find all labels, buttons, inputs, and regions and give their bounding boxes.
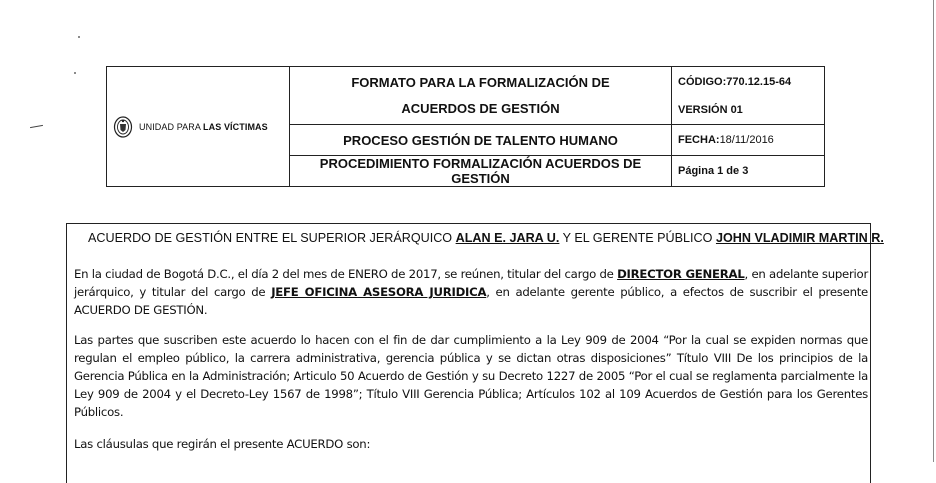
logo-cell [107,67,290,187]
agreement-intro-paragraph: En la ciudad de Bogotá D.C., el día 2 del mes de ENERO de 2017, se reúnen, titular del cargo de DIRECTOR GENERAL, en adelante superior jerárquico, y titular del cargo de JEFE OFICINA ASESORA JURIDICA, en adelante gerente público, a efectos de suscribir el presente ACUERDO DE GESTIÓN. [74,267,869,317]
legal-basis-paragraph: Las partes que suscriben este acuerdo lo hacen con el fin de dar cumplimiento a la Ley 909 de 2004 “Por la cual se expiden normas que regulan el empleo público, la carrera administrativa, gerencia pública y se dictan otras disposiciones” Título VIII De los principios de la Gerencia Pública en la Administración; Articulo 50 Acuerdo de Gestión y su Decreto 1227 de 2005 “Por el cual se reglamenta parcialmente la Ley 909 de 2004 y el Decreto-Ley 1567 de 1998”; Título VIII Gerencia Pública; Artículos 102 al 109 Acuerdos de Gestión para los Gerentes Públicos. [74,333,868,419]
page-edge [933,0,934,462]
manager-name: JOHN VLADIMIR MARTIN R. [715,231,884,245]
procedure-name: PROCEDIMIENTO FORMALIZACIÓN ACUERDOS DE GESTIÓN [290,156,672,187]
superior-role: DIRECTOR GENERAL [617,267,745,281]
document-code-version: CÓDIGO:770.12.15-64 VERSIÓN 01 [672,67,825,125]
scan-speck [74,72,76,74]
coat-of-arms-icon [113,116,133,138]
page-number: Página 1 de 3 [672,156,825,187]
manager-role: JEFE OFICINA ASESORA JURIDICA [271,285,487,299]
document-header-table [106,66,825,187]
clauses-intro: Las cláusulas que regirán el presente ACUERDO son: [74,437,371,451]
institution-logo [107,116,289,138]
scan-speck [78,36,80,38]
process-name: PROCESO GESTIÓN DE TALENTO HUMANO [290,125,672,156]
logo-text: UNIDAD PARA LAS VÍCTIMAS [139,121,268,132]
scan-mark [30,125,43,128]
agreement-heading: ACUERDO DE GESTIÓN ENTRE EL SUPERIOR JERÁRQUICO ALAN E. JARA U. Y EL GERENTE PÚBLICO JOHN VLADIMIR MARTIN R. [88,231,884,245]
document-date: FECHA:18/11/2016 [672,125,825,156]
superior-name: ALAN E. JARA U. [455,231,560,245]
document-title: FORMATO PARA LA FORMALIZACIÓN DE ACUERDOS DE GESTIÓN [290,67,672,125]
